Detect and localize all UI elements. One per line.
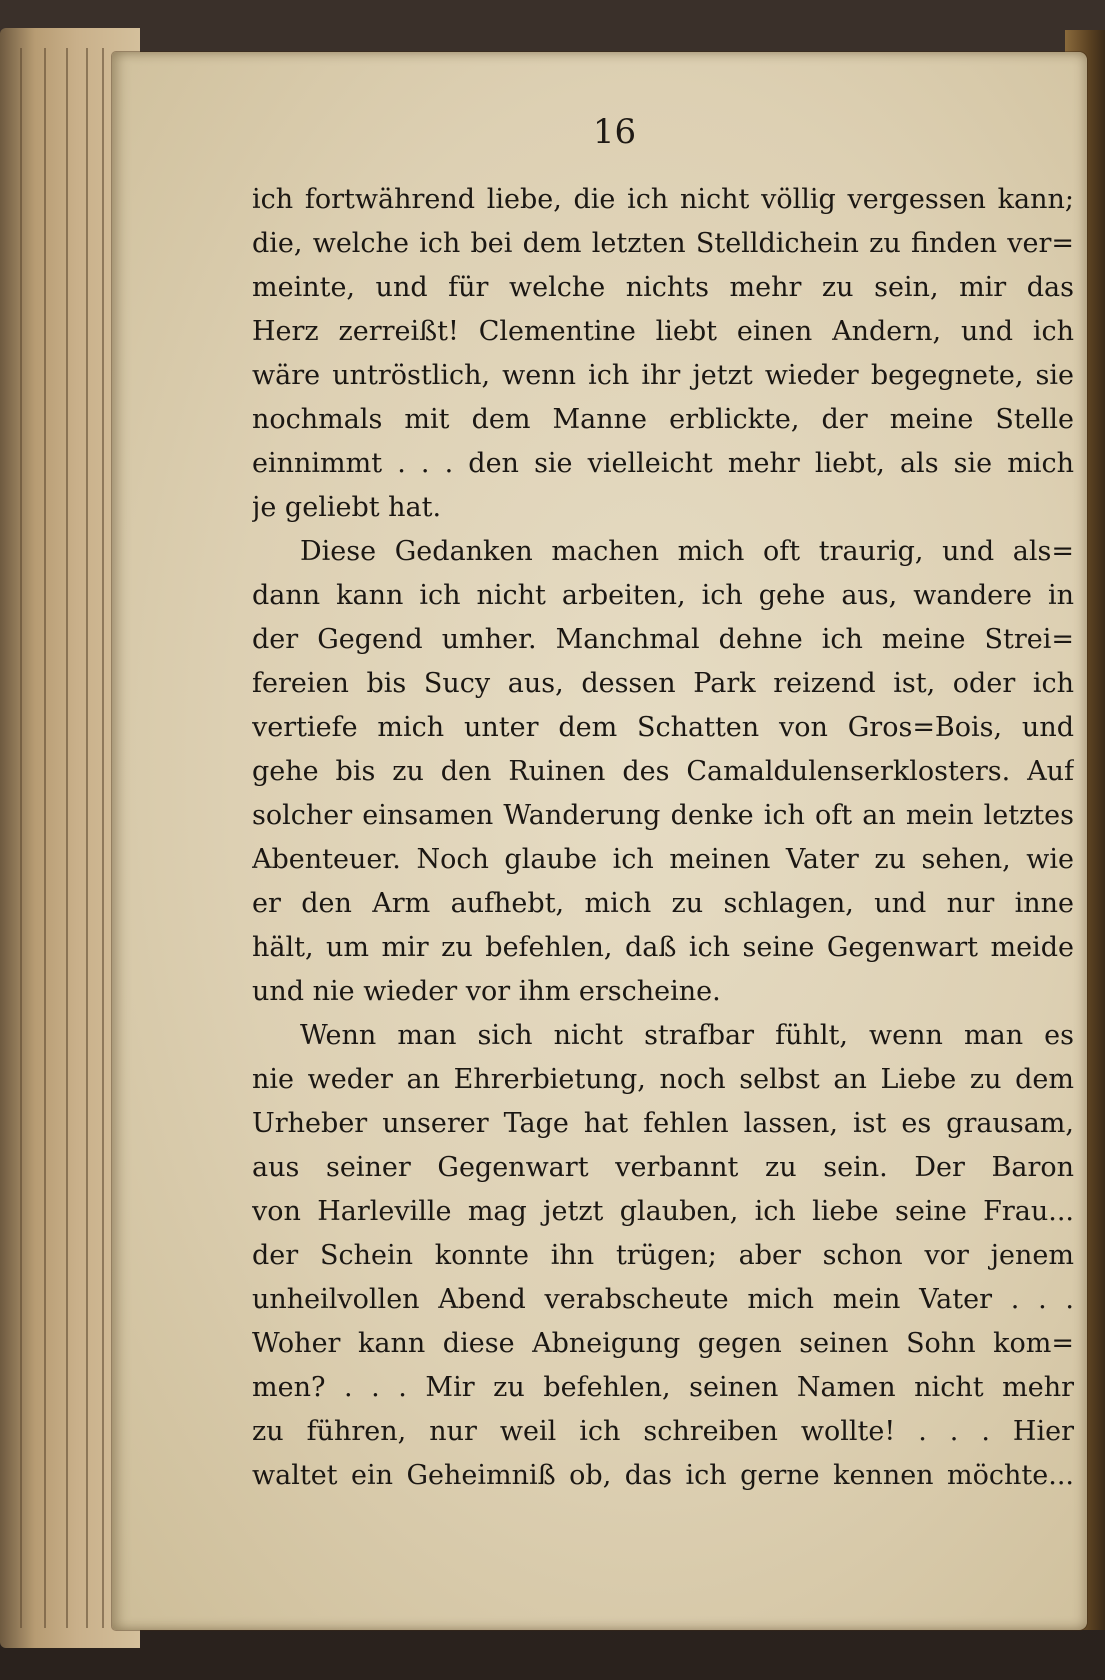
text-line: der Gegend umher. Manchmal dehne ich meine Strei= [252,624,1074,655]
text-line: solcher einsamen Wanderung denke ich oft an mein letztes [252,800,1074,831]
text-line: Diese Gedanken machen mich oft traurig, und als= [300,536,1074,567]
text-line: und nie wieder vor ihm erscheine. [252,976,721,1007]
text-line: men? . . . Mir zu befehlen, seinen Namen nicht mehr [252,1372,1074,1403]
text-line: Urheber unserer Tage hat fehlen lassen, ist es grausam, [252,1108,1074,1139]
text-line: zu führen, nur weil ich schreiben wollte! . . . Hier [252,1416,1074,1447]
page-edge-line [66,48,68,1628]
text-line: je geliebt hat. [252,492,442,523]
page-edge-line [86,48,88,1628]
text-line: waltet ein Geheimniß ob, das ich gerne kennen möchte... [252,1460,1074,1491]
book-page [112,52,1087,1630]
body-text [252,178,1074,1498]
page-edge-line [20,48,22,1628]
text-line: meinte, und für welche nichts mehr zu sein, mir das [252,272,1074,303]
text-line: fereien bis Sucy aus, dessen Park reizend ist, oder ich [252,668,1074,699]
text-line: von Harleville mag jetzt glauben, ich liebe seine Frau... [252,1196,1074,1227]
text-line: nie weder an Ehrerbietung, noch selbst an Liebe zu dem [252,1064,1074,1095]
text-line: hält, um mir zu befehlen, daß ich seine Gegenwart meide [252,932,1074,963]
text-line: einnimmt . . . den sie vielleicht mehr liebt, als sie mich [252,448,1074,479]
text-line: Abenteuer. Noch glaube ich meinen Vater zu sehen, wie [252,844,1074,875]
page-number: 16 [592,112,637,152]
text-line: nochmals mit dem Manne erblickte, der meine Stelle [252,404,1074,435]
text-line: gehe bis zu den Ruinen des Camaldulenserklosters. Auf [252,756,1074,787]
text-line: aus seiner Gegenwart verbannt zu sein. Der Baron [252,1152,1074,1183]
text-line: die, welche ich bei dem letzten Stelldichein zu finden ver= [252,228,1074,259]
text-line: wäre untröstlich, wenn ich ihr jetzt wieder begegnete, sie [252,360,1074,391]
text-line: unheilvollen Abend verabscheute mich mein Vater . . . [252,1284,1074,1315]
text-line: Woher kann diese Abneigung gegen seinen Sohn kom= [252,1328,1074,1359]
text-line: der Schein konnte ihn trügen; aber schon vor jenem [252,1240,1074,1271]
text-line: dann kann ich nicht arbeiten, ich gehe aus, wandere in [252,580,1074,611]
text-line: Herz zerreißt! Clementine liebt einen Andern, und ich [252,316,1074,347]
text-line: Wenn man sich nicht strafbar fühlt, wenn man es [300,1020,1074,1051]
text-line: ich fortwährend liebe, die ich nicht völlig vergessen kann; [252,184,1074,215]
page-edge-line [102,48,104,1628]
text-line: vertiefe mich unter dem Schatten von Gros=Bois, und [252,712,1074,743]
page-edge-line [44,48,46,1628]
text-line: er den Arm aufhebt, mich zu schlagen, und nur inne [252,888,1074,919]
